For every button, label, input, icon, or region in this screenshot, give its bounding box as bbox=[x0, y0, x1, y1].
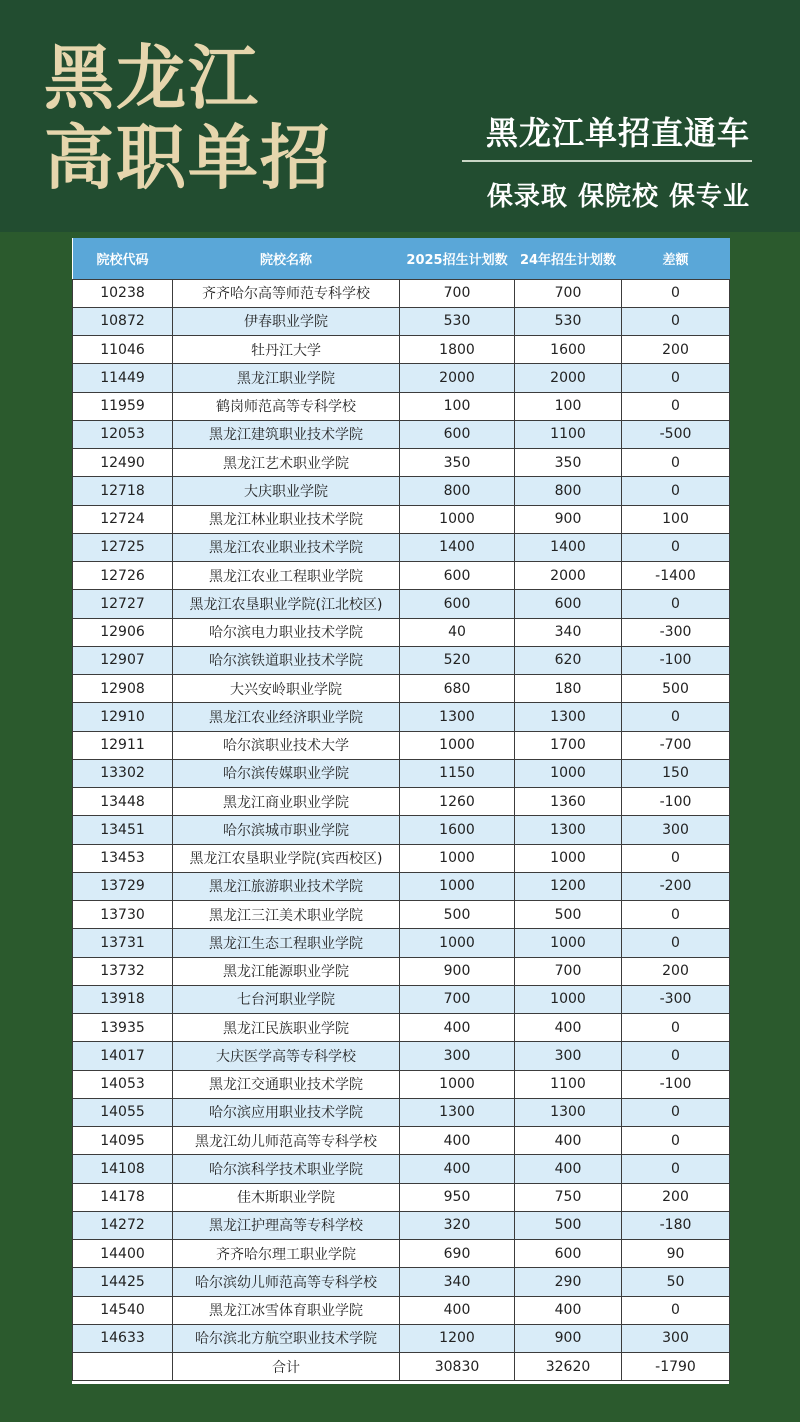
cell-difference: 100 bbox=[622, 505, 730, 533]
table-row bbox=[73, 703, 730, 731]
cell-difference: 200 bbox=[622, 957, 730, 985]
cell-plan-2025: 600 bbox=[400, 420, 515, 448]
cell-difference: -500 bbox=[622, 420, 730, 448]
cell-school-name: 黑龙江生态工程职业学院 bbox=[173, 929, 400, 957]
cell-plan-2024: 400 bbox=[515, 1127, 622, 1155]
table-row bbox=[73, 449, 730, 477]
cell-school-name: 黑龙江林业职业技术学院 bbox=[173, 505, 400, 533]
cell-plan-2024: 180 bbox=[515, 675, 622, 703]
cell-plan-2024: 1300 bbox=[515, 1098, 622, 1126]
cell-plan-2024: 600 bbox=[515, 590, 622, 618]
table-row bbox=[73, 1240, 730, 1268]
cell-code: 12907 bbox=[73, 646, 173, 674]
cell-code: 13731 bbox=[73, 929, 173, 957]
cell-difference: -100 bbox=[622, 1070, 730, 1098]
cell-plan-2024: 1360 bbox=[515, 788, 622, 816]
cell-difference: 0 bbox=[622, 364, 730, 392]
cell-code: 13448 bbox=[73, 788, 173, 816]
cell-school-name: 哈尔滨铁道职业技术学院 bbox=[173, 646, 400, 674]
title-line-2: 高职单招 bbox=[44, 116, 332, 199]
cell-code: 10872 bbox=[73, 307, 173, 335]
cell-plan-2024: 100 bbox=[515, 392, 622, 420]
table-row bbox=[73, 618, 730, 646]
cell-school-name: 哈尔滨幼儿师范高等专科学校 bbox=[173, 1268, 400, 1296]
cell-plan-2025: 400 bbox=[400, 1127, 515, 1155]
cell-plan-2025: 1000 bbox=[400, 872, 515, 900]
cell-plan-2024: 1000 bbox=[515, 985, 622, 1013]
slogan-sub: 保录取 保院校 保专业 bbox=[486, 182, 750, 212]
enrollment-table bbox=[72, 238, 730, 1381]
cell-code: 12724 bbox=[73, 505, 173, 533]
cell-plan-2025: 500 bbox=[400, 901, 515, 929]
cell-plan-2024: 500 bbox=[515, 901, 622, 929]
cell-plan-2025: 1150 bbox=[400, 759, 515, 787]
cell-school-name: 鹤岗师范高等专科学校 bbox=[173, 392, 400, 420]
cell-school-name: 佳木斯职业学院 bbox=[173, 1183, 400, 1211]
cell-plan-2025: 900 bbox=[400, 957, 515, 985]
table-row bbox=[73, 392, 730, 420]
table-row bbox=[73, 731, 730, 759]
cell-code: 12910 bbox=[73, 703, 173, 731]
cell-plan-2025: 680 bbox=[400, 675, 515, 703]
cell-school-name: 哈尔滨电力职业技术学院 bbox=[173, 618, 400, 646]
cell-difference: 500 bbox=[622, 675, 730, 703]
cell-school-name: 哈尔滨职业技术大学 bbox=[173, 731, 400, 759]
total-plan-2025: 30830 bbox=[400, 1353, 515, 1381]
cell-school-name: 黑龙江农业经济职业学院 bbox=[173, 703, 400, 731]
table-row bbox=[73, 279, 730, 307]
table-row bbox=[73, 929, 730, 957]
cell-difference: 0 bbox=[622, 533, 730, 561]
cell-difference: 300 bbox=[622, 816, 730, 844]
total-label: 合计 bbox=[173, 1353, 400, 1381]
cell-school-name: 齐齐哈尔高等师范专科学校 bbox=[173, 279, 400, 307]
cell-school-name: 黑龙江农业职业技术学院 bbox=[173, 533, 400, 561]
cell-school-name: 黑龙江冰雪体育职业学院 bbox=[173, 1296, 400, 1324]
table-row bbox=[73, 1098, 730, 1126]
cell-code: 13935 bbox=[73, 1014, 173, 1042]
cell-code: 12906 bbox=[73, 618, 173, 646]
cell-plan-2024: 340 bbox=[515, 618, 622, 646]
cell-code: 13730 bbox=[73, 901, 173, 929]
table-row bbox=[73, 1070, 730, 1098]
cell-plan-2025: 1000 bbox=[400, 929, 515, 957]
cell-difference: -200 bbox=[622, 872, 730, 900]
cell-difference: 0 bbox=[622, 392, 730, 420]
cell-school-name: 黑龙江职业学院 bbox=[173, 364, 400, 392]
cell-school-name: 牡丹江大学 bbox=[173, 336, 400, 364]
table-row bbox=[73, 844, 730, 872]
cell-code: 12726 bbox=[73, 562, 173, 590]
cell-code: 11449 bbox=[73, 364, 173, 392]
column-header-plan-2025: 2025招生计划数 bbox=[400, 238, 515, 279]
cell-plan-2024: 530 bbox=[515, 307, 622, 335]
table-row bbox=[73, 505, 730, 533]
cell-code: 12490 bbox=[73, 449, 173, 477]
cell-plan-2025: 800 bbox=[400, 477, 515, 505]
cell-school-name: 黑龙江能源职业学院 bbox=[173, 957, 400, 985]
cell-plan-2025: 1300 bbox=[400, 703, 515, 731]
cell-plan-2024: 620 bbox=[515, 646, 622, 674]
cell-difference: -300 bbox=[622, 985, 730, 1013]
cell-plan-2024: 1200 bbox=[515, 872, 622, 900]
cell-school-name: 大庆职业学院 bbox=[173, 477, 400, 505]
cell-school-name: 黑龙江幼儿师范高等专科学校 bbox=[173, 1127, 400, 1155]
cell-plan-2025: 700 bbox=[400, 279, 515, 307]
cell-code: 13453 bbox=[73, 844, 173, 872]
cell-school-name: 黑龙江农垦职业学院(宾西校区) bbox=[173, 844, 400, 872]
cell-code: 14272 bbox=[73, 1211, 173, 1239]
table-row bbox=[73, 562, 730, 590]
cell-school-name: 哈尔滨应用职业技术学院 bbox=[173, 1098, 400, 1126]
table-row bbox=[73, 759, 730, 787]
cell-code: 14017 bbox=[73, 1042, 173, 1070]
cell-plan-2024: 1300 bbox=[515, 816, 622, 844]
cell-plan-2024: 750 bbox=[515, 1183, 622, 1211]
column-header-name: 院校名称 bbox=[173, 238, 400, 279]
cell-difference: 150 bbox=[622, 759, 730, 787]
table-row bbox=[73, 788, 730, 816]
cell-plan-2024: 400 bbox=[515, 1296, 622, 1324]
table-row bbox=[73, 1042, 730, 1070]
cell-difference: 0 bbox=[622, 1296, 730, 1324]
cell-plan-2024: 400 bbox=[515, 1155, 622, 1183]
cell-difference: 300 bbox=[622, 1324, 730, 1352]
cell-plan-2024: 700 bbox=[515, 279, 622, 307]
cell-plan-2025: 520 bbox=[400, 646, 515, 674]
table-row bbox=[73, 1296, 730, 1324]
cell-plan-2024: 350 bbox=[515, 449, 622, 477]
total-cell-code bbox=[73, 1353, 173, 1381]
cell-plan-2025: 690 bbox=[400, 1240, 515, 1268]
cell-plan-2025: 340 bbox=[400, 1268, 515, 1296]
cell-code: 14425 bbox=[73, 1268, 173, 1296]
cell-plan-2025: 100 bbox=[400, 392, 515, 420]
cell-plan-2024: 900 bbox=[515, 1324, 622, 1352]
cell-code: 13918 bbox=[73, 985, 173, 1013]
cell-difference: 0 bbox=[622, 1042, 730, 1070]
cell-plan-2025: 1300 bbox=[400, 1098, 515, 1126]
cell-difference: 0 bbox=[622, 279, 730, 307]
cell-code: 13732 bbox=[73, 957, 173, 985]
table-row bbox=[73, 646, 730, 674]
cell-code: 12911 bbox=[73, 731, 173, 759]
cell-plan-2024: 1300 bbox=[515, 703, 622, 731]
cell-plan-2025: 300 bbox=[400, 1042, 515, 1070]
cell-difference: -100 bbox=[622, 788, 730, 816]
cell-code: 12053 bbox=[73, 420, 173, 448]
cell-school-name: 黑龙江民族职业学院 bbox=[173, 1014, 400, 1042]
cell-school-name: 哈尔滨传媒职业学院 bbox=[173, 759, 400, 787]
table-row bbox=[73, 336, 730, 364]
slogan-divider bbox=[462, 160, 752, 162]
cell-plan-2024: 1100 bbox=[515, 420, 622, 448]
cell-difference: 200 bbox=[622, 336, 730, 364]
table-header-row bbox=[73, 238, 730, 279]
cell-code: 13729 bbox=[73, 872, 173, 900]
cell-code: 14055 bbox=[73, 1098, 173, 1126]
cell-plan-2025: 600 bbox=[400, 562, 515, 590]
total-row bbox=[73, 1353, 730, 1381]
cell-school-name: 哈尔滨北方航空职业技术学院 bbox=[173, 1324, 400, 1352]
cell-code: 13451 bbox=[73, 816, 173, 844]
cell-plan-2024: 300 bbox=[515, 1042, 622, 1070]
cell-plan-2025: 950 bbox=[400, 1183, 515, 1211]
cell-difference: -100 bbox=[622, 646, 730, 674]
cell-plan-2025: 1000 bbox=[400, 844, 515, 872]
cell-plan-2024: 900 bbox=[515, 505, 622, 533]
cell-difference: 90 bbox=[622, 1240, 730, 1268]
cell-difference: 0 bbox=[622, 844, 730, 872]
cell-plan-2024: 1000 bbox=[515, 759, 622, 787]
column-header-difference: 差额 bbox=[622, 238, 730, 279]
cell-school-name: 伊春职业学院 bbox=[173, 307, 400, 335]
cell-code: 11959 bbox=[73, 392, 173, 420]
cell-plan-2025: 1800 bbox=[400, 336, 515, 364]
cell-plan-2025: 1260 bbox=[400, 788, 515, 816]
cell-school-name: 黑龙江交通职业技术学院 bbox=[173, 1070, 400, 1098]
cell-difference: 0 bbox=[622, 929, 730, 957]
cell-plan-2025: 530 bbox=[400, 307, 515, 335]
cell-code: 12908 bbox=[73, 675, 173, 703]
cell-school-name: 七台河职业学院 bbox=[173, 985, 400, 1013]
cell-code: 14095 bbox=[73, 1127, 173, 1155]
cell-school-name: 黑龙江农垦职业学院(江北校区) bbox=[173, 590, 400, 618]
cell-plan-2024: 1700 bbox=[515, 731, 622, 759]
cell-school-name: 哈尔滨科学技术职业学院 bbox=[173, 1155, 400, 1183]
slogan-main: 黑龙江单招直通车 bbox=[485, 114, 750, 152]
column-header-code: 院校代码 bbox=[73, 238, 173, 279]
cell-plan-2025: 1400 bbox=[400, 533, 515, 561]
cell-school-name: 黑龙江商业职业学院 bbox=[173, 788, 400, 816]
cell-plan-2024: 2000 bbox=[515, 562, 622, 590]
cell-difference: 0 bbox=[622, 449, 730, 477]
cell-school-name: 大兴安岭职业学院 bbox=[173, 675, 400, 703]
cell-school-name: 黑龙江护理高等专科学校 bbox=[173, 1211, 400, 1239]
cell-plan-2025: 1600 bbox=[400, 816, 515, 844]
cell-school-name: 哈尔滨城市职业学院 bbox=[173, 816, 400, 844]
cell-difference: 0 bbox=[622, 703, 730, 731]
cell-difference: -700 bbox=[622, 731, 730, 759]
cell-plan-2025: 1000 bbox=[400, 505, 515, 533]
table-row bbox=[73, 1211, 730, 1239]
table-row bbox=[73, 364, 730, 392]
cell-school-name: 黑龙江艺术职业学院 bbox=[173, 449, 400, 477]
cell-school-name: 黑龙江三江美术职业学院 bbox=[173, 901, 400, 929]
cell-difference: 200 bbox=[622, 1183, 730, 1211]
cell-plan-2024: 500 bbox=[515, 1211, 622, 1239]
cell-code: 12725 bbox=[73, 533, 173, 561]
cell-plan-2024: 2000 bbox=[515, 364, 622, 392]
cell-plan-2024: 600 bbox=[515, 1240, 622, 1268]
table-row bbox=[73, 1268, 730, 1296]
table-row bbox=[73, 985, 730, 1013]
table-row bbox=[73, 420, 730, 448]
table-row bbox=[73, 901, 730, 929]
cell-plan-2024: 1400 bbox=[515, 533, 622, 561]
cell-difference: 0 bbox=[622, 307, 730, 335]
cell-difference: 50 bbox=[622, 1268, 730, 1296]
cell-plan-2025: 1200 bbox=[400, 1324, 515, 1352]
cell-school-name: 大庆医学高等专科学校 bbox=[173, 1042, 400, 1070]
cell-plan-2024: 800 bbox=[515, 477, 622, 505]
table-row bbox=[73, 1155, 730, 1183]
cell-plan-2025: 400 bbox=[400, 1014, 515, 1042]
header-banner bbox=[0, 0, 800, 232]
column-header-plan-2024: 24年招生计划数 bbox=[515, 238, 622, 279]
cell-difference: -1400 bbox=[622, 562, 730, 590]
cell-difference: 0 bbox=[622, 477, 730, 505]
cell-plan-2024: 400 bbox=[515, 1014, 622, 1042]
cell-code: 14540 bbox=[73, 1296, 173, 1324]
total-plan-2024: 32620 bbox=[515, 1353, 622, 1381]
cell-plan-2024: 1100 bbox=[515, 1070, 622, 1098]
cell-plan-2024: 700 bbox=[515, 957, 622, 985]
cell-plan-2024: 1000 bbox=[515, 929, 622, 957]
cell-plan-2025: 1000 bbox=[400, 731, 515, 759]
cell-code: 14053 bbox=[73, 1070, 173, 1098]
cell-plan-2025: 700 bbox=[400, 985, 515, 1013]
table-row bbox=[73, 1014, 730, 1042]
table-row bbox=[73, 477, 730, 505]
cell-code: 13302 bbox=[73, 759, 173, 787]
cell-plan-2025: 40 bbox=[400, 618, 515, 646]
cell-plan-2025: 400 bbox=[400, 1155, 515, 1183]
cell-code: 14178 bbox=[73, 1183, 173, 1211]
cell-plan-2024: 290 bbox=[515, 1268, 622, 1296]
table-row bbox=[73, 675, 730, 703]
cell-plan-2025: 350 bbox=[400, 449, 515, 477]
cell-difference: -180 bbox=[622, 1211, 730, 1239]
cell-code: 14400 bbox=[73, 1240, 173, 1268]
table-row bbox=[73, 1324, 730, 1352]
cell-difference: 0 bbox=[622, 590, 730, 618]
cell-difference: -300 bbox=[622, 618, 730, 646]
cell-code: 11046 bbox=[73, 336, 173, 364]
table-row bbox=[73, 307, 730, 335]
cell-code: 10238 bbox=[73, 279, 173, 307]
cell-plan-2025: 400 bbox=[400, 1296, 515, 1324]
title-line-1: 黑龙江 bbox=[44, 36, 260, 119]
cell-code: 14108 bbox=[73, 1155, 173, 1183]
cell-difference: 0 bbox=[622, 901, 730, 929]
cell-school-name: 齐齐哈尔理工职业学院 bbox=[173, 1240, 400, 1268]
total-difference: -1790 bbox=[622, 1353, 730, 1381]
cell-difference: 0 bbox=[622, 1155, 730, 1183]
table-row bbox=[73, 1183, 730, 1211]
cell-code: 12718 bbox=[73, 477, 173, 505]
cell-school-name: 黑龙江建筑职业技术学院 bbox=[173, 420, 400, 448]
cell-plan-2024: 1000 bbox=[515, 844, 622, 872]
cell-difference: 0 bbox=[622, 1127, 730, 1155]
enrollment-table-container bbox=[72, 238, 729, 1384]
table-row bbox=[73, 816, 730, 844]
table-row bbox=[73, 957, 730, 985]
cell-plan-2024: 1600 bbox=[515, 336, 622, 364]
cell-difference: 0 bbox=[622, 1098, 730, 1126]
cell-school-name: 黑龙江旅游职业技术学院 bbox=[173, 872, 400, 900]
cell-school-name: 黑龙江农业工程职业学院 bbox=[173, 562, 400, 590]
table-row bbox=[73, 590, 730, 618]
cell-plan-2025: 320 bbox=[400, 1211, 515, 1239]
table-row bbox=[73, 1127, 730, 1155]
cell-plan-2025: 600 bbox=[400, 590, 515, 618]
main-title bbox=[44, 38, 332, 198]
table-row bbox=[73, 872, 730, 900]
cell-code: 14633 bbox=[73, 1324, 173, 1352]
cell-code: 12727 bbox=[73, 590, 173, 618]
cell-difference: 0 bbox=[622, 1014, 730, 1042]
cell-plan-2025: 1000 bbox=[400, 1070, 515, 1098]
cell-plan-2025: 2000 bbox=[400, 364, 515, 392]
table-row bbox=[73, 533, 730, 561]
